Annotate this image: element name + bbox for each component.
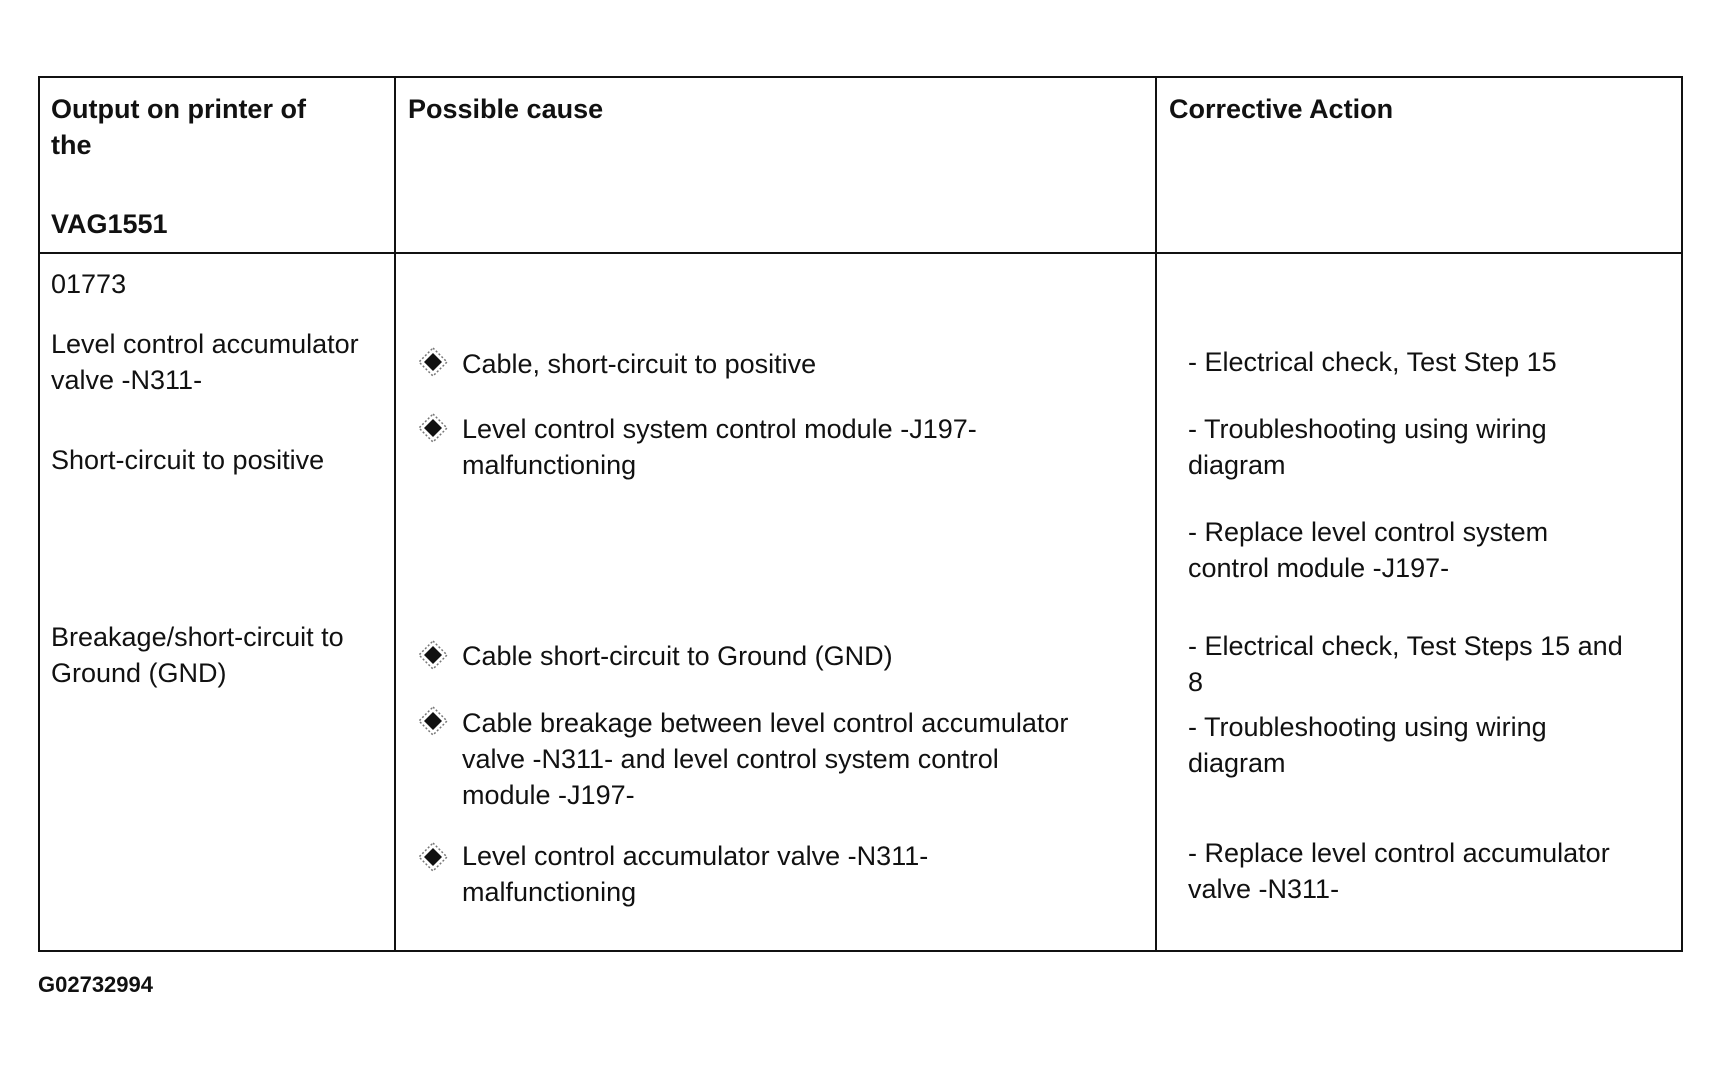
diamond-bullet-icon (418, 347, 448, 377)
column-divider-1 (394, 76, 396, 952)
column-divider-2 (1155, 76, 1157, 952)
header-corrective-action: Corrective Action (1169, 94, 1394, 124)
diamond-bullet-icon (418, 842, 448, 872)
action-5-line1: - Troubleshooting using wiring (1188, 712, 1547, 742)
cause-2-line1: Level control system control module -J197- (462, 414, 977, 444)
cause-3: Cable short-circuit to Ground (GND) (462, 641, 893, 671)
action-4-line1: - Electrical check, Test Steps 15 and (1188, 631, 1623, 661)
cause-5-line1: Level control accumulator valve -N311- (462, 841, 929, 871)
cause-2-line2: malfunctioning (462, 450, 637, 480)
header-divider (38, 252, 1683, 254)
cause-1: Cable, short-circuit to positive (462, 349, 817, 379)
action-2-line2: diagram (1188, 450, 1286, 480)
action-2-line1: - Troubleshooting using wiring (1188, 414, 1547, 444)
header-output-line3: VAG1551 (51, 209, 168, 239)
cause-4-line2: valve -N311- and level control system control (462, 744, 999, 774)
action-1: - Electrical check, Test Step 15 (1188, 347, 1557, 377)
diamond-bullet-icon (418, 640, 448, 670)
action-6-line1: - Replace level control accumulator (1188, 838, 1610, 868)
header-output-line2: the (51, 130, 92, 160)
action-3-line2: control module -J197- (1188, 553, 1450, 583)
fault-ground-line1: Breakage/short-circuit to (51, 622, 344, 652)
header-output-line1: Output on printer of (51, 94, 306, 124)
fault-short-positive: Short-circuit to positive (51, 445, 325, 475)
component-line2: valve -N311- (51, 365, 203, 395)
figure-id: G02732994 (38, 972, 153, 997)
action-4-line2: 8 (1188, 667, 1204, 697)
header-possible-cause: Possible cause (408, 94, 604, 124)
action-6-line2: valve -N311- (1188, 874, 1340, 904)
diamond-bullet-icon (418, 413, 448, 443)
cause-5-line2: malfunctioning (462, 877, 637, 907)
component-line1: Level control accumulator (51, 329, 359, 359)
diamond-bullet-icon (418, 706, 448, 736)
cause-4-line3: module -J197- (462, 780, 635, 810)
fault-code: 01773 (51, 269, 127, 299)
action-3-line1: - Replace level control system (1188, 517, 1549, 547)
action-5-line2: diagram (1188, 748, 1286, 778)
cause-4-line1: Cable breakage between level control accumulator (462, 708, 1069, 738)
fault-ground-line2: Ground (GND) (51, 658, 227, 688)
